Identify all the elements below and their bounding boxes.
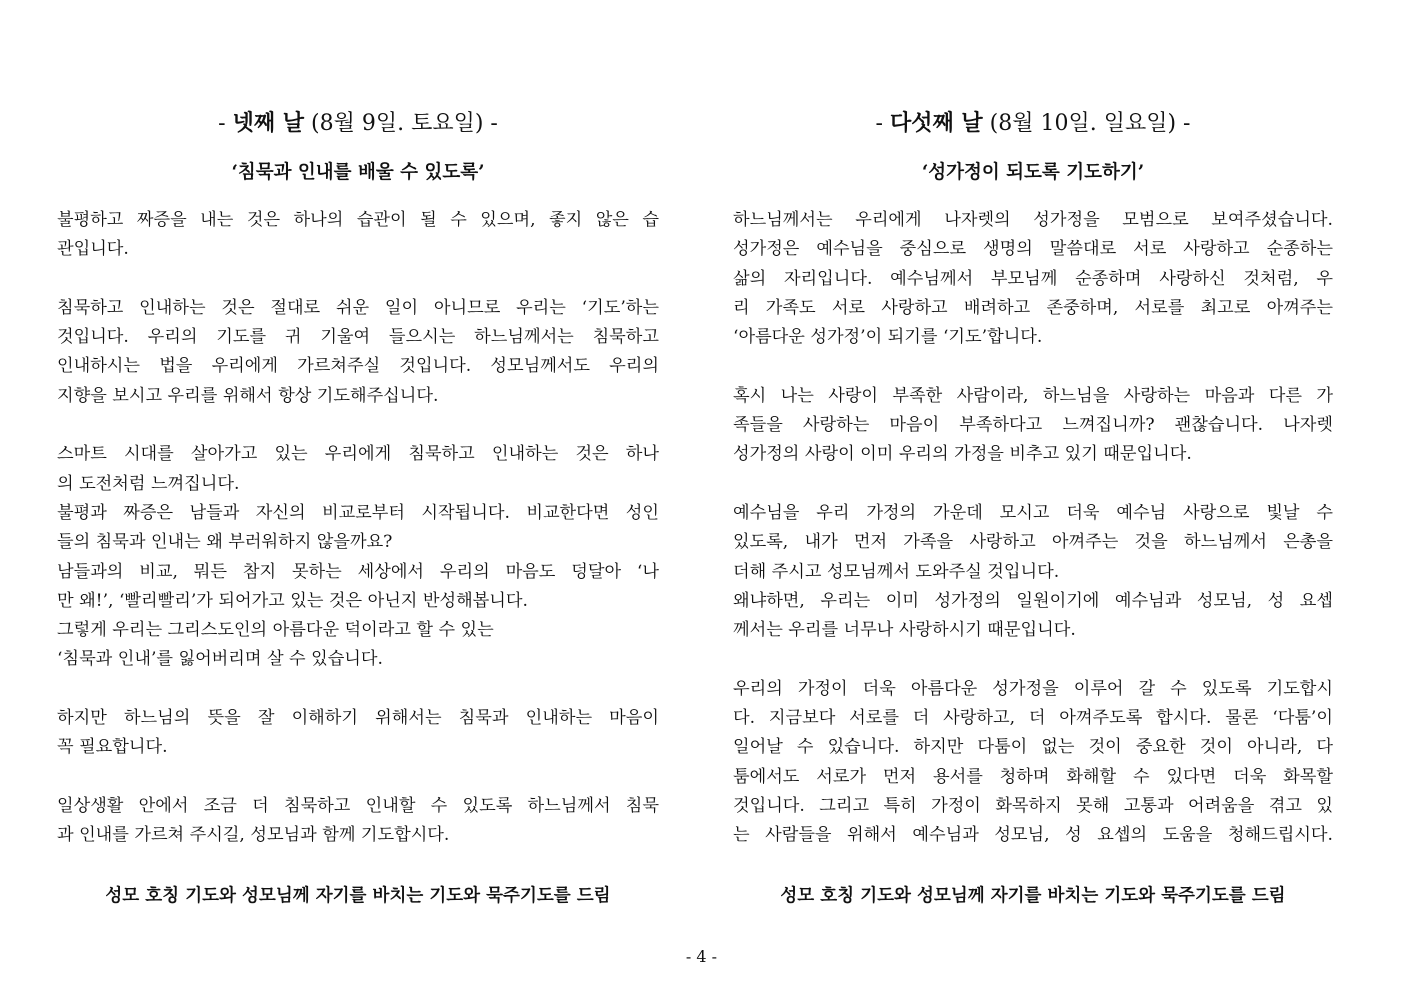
paragraph-gap [733, 352, 1333, 381]
body-line: 더해 주시고 성모님께서 도와주실 것입니다. [733, 561, 1060, 582]
body-line: 삶의 자리입니다. 예수님께서 부모님께 순종하며 사랑하신 것처럼, 우 [733, 268, 1333, 289]
body-line: 성가정은 예수님을 중심으로 생명의 말씀대로 서로 사랑하고 순종하는 [733, 239, 1333, 260]
body-line: 의 도전처럼 느껴집니다. [57, 473, 240, 494]
right-heading-dash: - [875, 111, 890, 136]
body-line: 툼에서도 서로가 먼저 용서를 청하며 화해할 수 있다면 더욱 화목할 [733, 766, 1333, 787]
body-line: 꼭 필요합니다. [57, 737, 168, 758]
body-line: 는 사람들을 위해서 예수님과 성모님, 성 요셉의 도움을 청해드립시다. [733, 825, 1333, 846]
body-line: 있도록, 내가 먼저 가족을 사랑하고 아껴주는 것을 하느님께서 은총을 [733, 532, 1333, 553]
paragraph-gap [57, 265, 659, 294]
right-heading-day: 다섯째 날 [889, 110, 983, 136]
body-line: 들의 침묵과 인내는 왜 부러워하지 않을까요? [57, 532, 393, 553]
page-number: - 4 - [685, 947, 718, 966]
right-heading-date: (8월 10일. 일요일) - [982, 111, 1191, 136]
paragraph-gap [733, 470, 1333, 499]
left-day-heading [57, 106, 659, 141]
body-line: 다. 지금보다 서로를 더 사랑하고, 더 아껴주도록 합시다. 물론 ‘다툼’이 [733, 708, 1333, 729]
left-subtitle: ‘침묵과 인내를 배울 수 있도록’ [231, 162, 485, 183]
body-line: 불평하고 짜증을 내는 것은 하나의 습관이 될 수 있으며, 좋지 않은 습 [57, 210, 659, 230]
body-line: 하느님께서는 우리에게 나자렛의 성가정을 모범으로 보여주셨습니다. [733, 210, 1333, 230]
right-subtitle: ‘성가정이 되도록 기도하기’ [921, 162, 1145, 183]
body-line: 관입니다. [57, 239, 129, 260]
body-line: 인내하시는 법을 우리에게 가르쳐주실 것입니다. 성모님께서도 우리의 [57, 356, 659, 377]
body-line: 예수님을 우리 가정의 가운데 모시고 더욱 예수님 사랑으로 빛날 수 [733, 502, 1333, 523]
right-day-heading [733, 106, 1333, 141]
paragraph-gap [57, 411, 659, 440]
paragraph-gap [733, 645, 1333, 674]
body-line: 남들과의 비교, 뭐든 참지 못하는 세상에서 우리의 마음도 덩달아 ‘나 [57, 561, 659, 582]
body-line: 과 인내를 가르쳐 주시길, 성모님과 함께 기도합시다. [57, 825, 450, 846]
paragraph-gap [57, 763, 659, 792]
body-line: 일어날 수 있습니다. 하지만 다툼이 없는 것이 중요한 것이 아니라, 다 [733, 737, 1333, 758]
body-line: 족들을 사랑하는 마음이 부족하다고 느껴집니까? 괜찮습니다. 나자렛 [733, 415, 1333, 436]
left-heading-dash: - [218, 111, 233, 136]
body-line: 일상생활 안에서 조금 더 침묵하고 인내할 수 있도록 하느님께서 침묵 [57, 795, 659, 816]
left-closing-line: 성모 호칭 기도와 성모님께 자기를 바치는 기도와 묵주기도를 드림 [105, 886, 611, 906]
body-line: 성가정의 사랑이 이미 우리의 가정을 비추고 있기 때문입니다. [733, 444, 1192, 465]
body-line: 하지만 하느님의 뜻을 잘 이해하기 위해서는 침묵과 인내하는 마음이 [57, 708, 659, 729]
body-line: 지향을 보시고 우리를 위해서 항상 기도해주십니다. [57, 385, 439, 406]
body-line: 리 가족도 서로 사랑하고 배려하고 존중하며, 서로를 최고로 아껴주는 [733, 297, 1333, 318]
right-closing-line: 성모 호칭 기도와 성모님께 자기를 바치는 기도와 묵주기도를 드림 [780, 886, 1286, 906]
body-line: 그렇게 우리는 그리스도인의 아름다운 덕이라고 할 수 있는 [57, 620, 494, 641]
body-line: 침묵하고 인내하는 것은 절대로 쉬운 일이 아니므로 우리는 ‘기도’하는 [57, 297, 659, 318]
body-line: 스마트 시대를 살아가고 있는 우리에게 침묵하고 인내하는 것은 하나 [57, 444, 659, 465]
left-heading-day: 넷째 날 [232, 110, 305, 136]
left-heading-date: (8월 9일. 토요일) - [304, 111, 498, 136]
body-line: 왜냐하면, 우리는 이미 성가정의 일원이기에 예수님과 성모님, 성 요셉 [733, 590, 1333, 611]
body-line: 것입니다. 우리의 기도를 귀 기울여 들으시는 하느님께서는 침묵하고 [57, 327, 659, 348]
body-line: 것입니다. 그리고 특히 가정이 화목하지 못해 고통과 어려움을 겪고 있 [733, 795, 1333, 816]
paragraph-gap [57, 675, 659, 704]
body-line: ‘아름다운 성가정’이 되기를 ‘기도’합니다. [733, 327, 1043, 348]
body-line: 혹시 나는 사랑이 부족한 사람이라, 하느님을 사랑하는 마음과 다른 가 [733, 385, 1333, 406]
right-body-text [733, 206, 1333, 851]
body-line: 우리의 가정이 더욱 아름다운 성가정을 이루어 갈 수 있도록 기도합시 [733, 678, 1333, 699]
body-line: 만 왜!’, ‘빨리빨리’가 되어가고 있는 것은 아닌지 반성해봅니다. [57, 590, 528, 611]
body-line: 불평과 짜증은 남들과 자신의 비교로부터 시작됩니다. 비교한다면 성인 [57, 502, 659, 523]
body-line: ‘침묵과 인내’를 잃어버리며 살 수 있습니다. [57, 649, 383, 670]
left-body-text [57, 206, 659, 851]
body-line: 께서는 우리를 너무나 사랑하시기 때문입니다. [733, 620, 1076, 641]
